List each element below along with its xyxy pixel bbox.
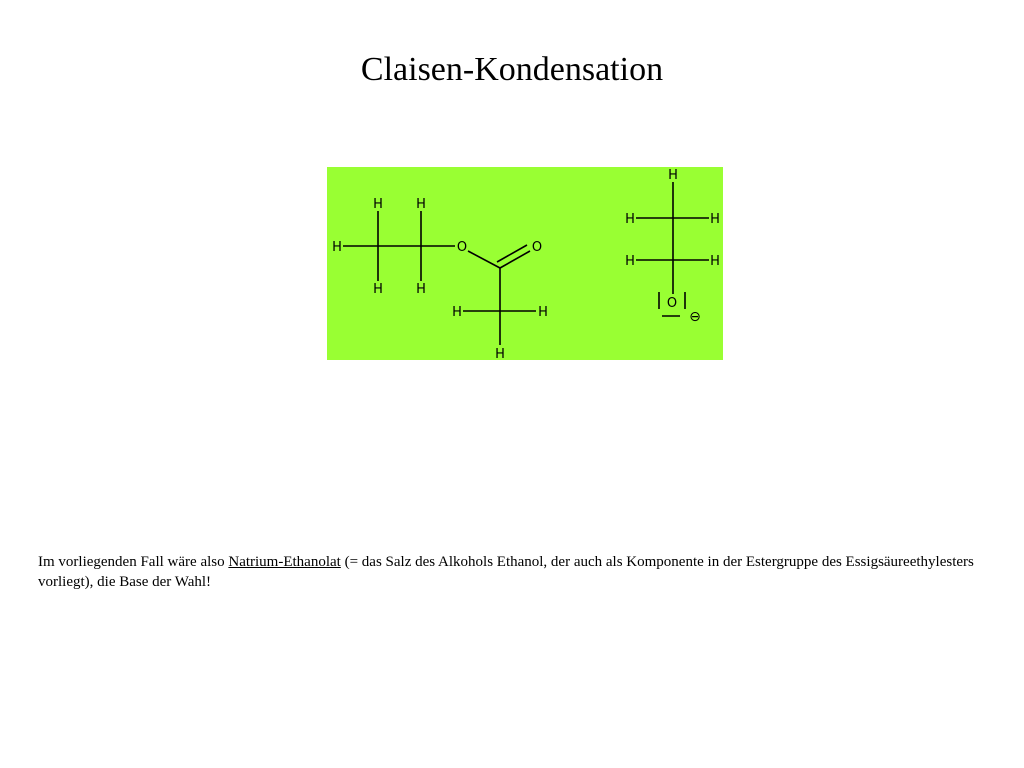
atom-h-left: H xyxy=(332,240,342,255)
atom-h-bottom-right: H xyxy=(416,282,426,297)
atom-ethanolate-h-lower-right: H xyxy=(710,254,720,269)
slide-title: Claisen-Kondensation xyxy=(360,51,664,88)
atom-ethanolate-h-top: H xyxy=(668,168,678,183)
atom-ethanolate-charge: ⊖ xyxy=(689,309,701,325)
diagram-panel xyxy=(327,167,723,360)
atom-o-ether: O xyxy=(456,240,468,255)
atom-h-methyl-right: H xyxy=(538,305,548,320)
atom-h-top-left: H xyxy=(373,197,383,212)
atom-ethanolate-h-lower-left: H xyxy=(625,254,635,269)
atom-ethanolate-o-anion: O xyxy=(666,296,678,311)
caption-term: Natrium-Ethanolat xyxy=(228,554,341,570)
caption-after: (= das Salz des Alkohols Ethanol, der auch als Komponente in der Estergruppe des Essigsäureethylesters vorliegt), die Base der Wahl! xyxy=(38,554,974,590)
atom-h-top-right: H xyxy=(416,197,426,212)
atom-ethanolate-h-upper-right: H xyxy=(710,212,720,227)
caption-before: Im vorliegenden Fall wäre also xyxy=(38,554,229,570)
atom-h-bottom-left: H xyxy=(373,282,383,297)
atom-ethanolate-h-upper-left: H xyxy=(625,212,635,227)
atom-o-carbonyl: O xyxy=(531,240,543,255)
caption-text xyxy=(38,552,988,592)
atom-h-methyl-left: H xyxy=(452,305,462,320)
atom-h-methyl-bottom: H xyxy=(495,347,505,362)
